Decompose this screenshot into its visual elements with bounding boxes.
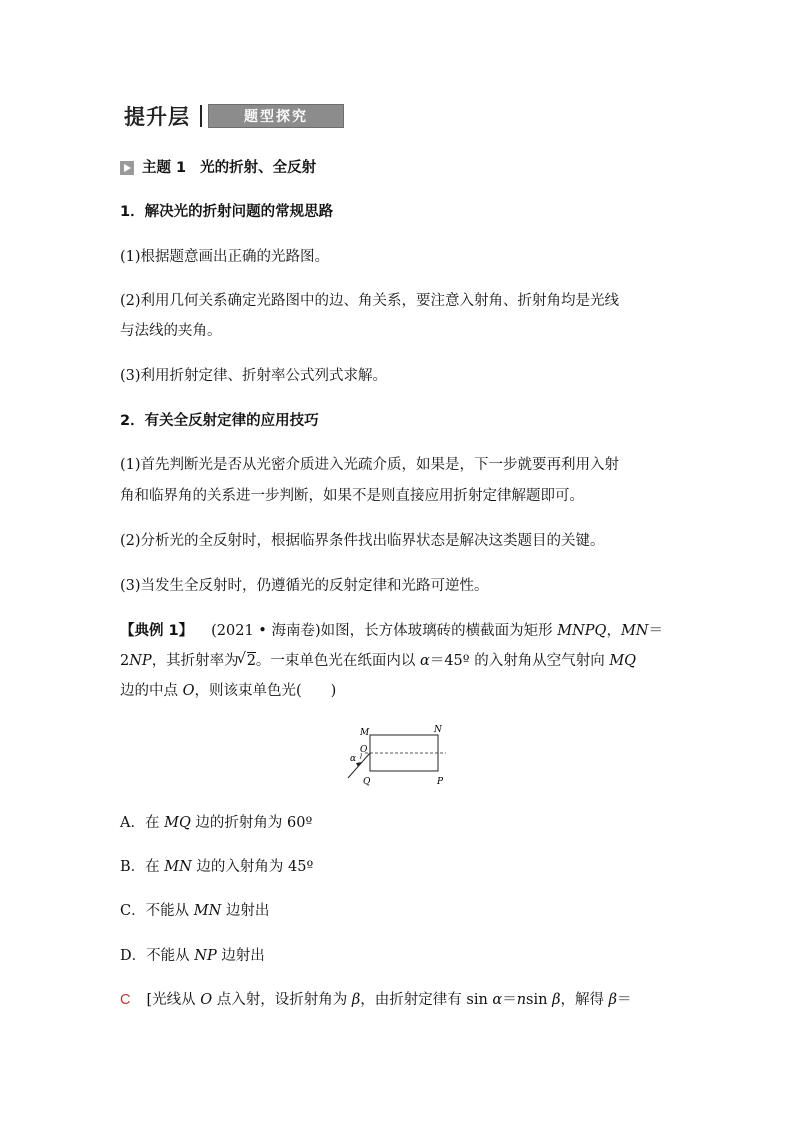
- answer-var: n: [516, 992, 527, 1008]
- example-line-1: [120, 621, 663, 641]
- header-title: 提升层: [124, 105, 190, 129]
- label-o: O: [360, 745, 368, 755]
- section2-paragraph-3: (3)当发生全反射时，仍遵循光的反射定律和光路可逆性。: [120, 578, 489, 594]
- var-mnpq: MNPQ: [557, 623, 607, 639]
- label-alpha: α: [350, 754, 357, 764]
- header-tag: 题型探究: [208, 104, 344, 128]
- answer-var: α: [492, 992, 503, 1008]
- sqrt-symbol: [239, 651, 256, 671]
- example-text: 。一束单色光在纸面内以: [255, 653, 421, 669]
- example-text: ，则该束单色光( ): [194, 683, 337, 699]
- option-letter: C．: [120, 903, 146, 919]
- section2-paragraph-1b: 角和临界角的关系进一步判断，如果不是则直接应用折射定律解题即可。: [120, 488, 584, 504]
- option-text: 在: [145, 859, 165, 875]
- section1-paragraph-2a: (2)利用几何关系确定光路图中的边、角关系，要注意入射角、折射角均是光线: [120, 293, 620, 309]
- option-text: 不能从: [145, 903, 194, 919]
- var-o: O: [182, 683, 195, 699]
- example-text: ，: [606, 623, 621, 639]
- glass-brick-diagram: [340, 722, 460, 794]
- answer-var: β: [552, 992, 561, 1008]
- option-letter: B．: [120, 859, 146, 875]
- section1-heading: 1．解决光的折射问题的常规思路: [120, 204, 334, 220]
- var-alpha: α: [420, 653, 430, 669]
- answer-text: [光线从: [146, 992, 201, 1008]
- option-text: 边射出: [221, 903, 270, 919]
- topic-heading: [120, 158, 316, 178]
- option-letter: D．: [120, 948, 147, 964]
- topic-label: 主题 1: [142, 160, 187, 176]
- section1-paragraph-1: (1)根据题意画出正确的光路图。: [120, 249, 330, 265]
- sqrt-value: 2: [246, 653, 256, 669]
- example-text: ＝: [648, 623, 663, 639]
- answer-text: ，解得: [560, 992, 609, 1008]
- example-line-3: [120, 681, 336, 701]
- option-text: 边的入射角为 45º: [191, 859, 314, 875]
- header-divider: [200, 105, 202, 127]
- play-triangle-icon: [120, 161, 134, 175]
- section1-paragraph-2b: 与法线的夹角。: [120, 323, 222, 339]
- option-text: 不能从: [146, 948, 195, 964]
- topic-title: 光的折射、全反射: [200, 160, 317, 176]
- var-mq: MQ: [609, 653, 637, 669]
- var-np: NP: [129, 653, 152, 669]
- var-mn: MN: [620, 623, 649, 639]
- answer-line: [120, 990, 631, 1010]
- option-letter: A．: [120, 815, 145, 831]
- answer-text: ＝: [616, 992, 632, 1008]
- example-line-2: [120, 651, 636, 671]
- answer-var: β: [608, 992, 617, 1008]
- label-q: Q: [363, 777, 371, 787]
- example-label: 【典例 1】: [120, 623, 194, 639]
- option-text: 边的折射角为 60º: [190, 815, 313, 831]
- option-var: MN: [164, 859, 192, 875]
- answer-var: β: [351, 992, 361, 1008]
- answer-text: 点入射，设折射角为: [212, 992, 352, 1008]
- section2-paragraph-1a: (1)首先判断光是否从光密介质进入光疏介质，如果是，下一步就要再利用入射: [120, 457, 620, 473]
- answer-text: sin: [526, 992, 553, 1008]
- section-header: [124, 100, 344, 132]
- example-text: 如图，长方体玻璃砖的横截面为矩形: [320, 623, 558, 639]
- answer-text: ，由折射定律有 sin: [360, 992, 493, 1008]
- option-var: NP: [194, 948, 217, 964]
- example-text: 边的中点: [120, 683, 183, 699]
- example-text: ，其折射率为: [151, 653, 239, 669]
- label-m: M: [360, 728, 370, 738]
- answer-text: ＝: [502, 992, 517, 1008]
- example-text: ＝45º 的入射角从空气射向: [429, 653, 610, 669]
- answer-letter: C: [120, 992, 131, 1008]
- example-source: (2021 • 海南卷): [211, 623, 321, 639]
- option-b: [120, 857, 313, 877]
- option-text: 在: [144, 815, 165, 831]
- section2-paragraph-2: (2)分析光的全反射时，根据临界条件找出临界状态是解决这类题目的关键。: [120, 533, 605, 549]
- label-p: P: [437, 777, 444, 787]
- option-d: [120, 946, 265, 966]
- option-a: [120, 813, 312, 833]
- answer-var: O: [200, 992, 213, 1008]
- label-n: N: [434, 725, 442, 735]
- option-text: 边射出: [216, 948, 265, 964]
- section1-paragraph-3: (3)利用折射定律、折射率公式列式求解。: [120, 368, 388, 384]
- section2-heading: 2．有关全反射定律的应用技巧: [120, 413, 319, 429]
- option-var: MQ: [164, 815, 191, 831]
- option-var: MN: [193, 903, 222, 919]
- example-text: 2: [120, 653, 130, 669]
- option-c: [120, 901, 269, 921]
